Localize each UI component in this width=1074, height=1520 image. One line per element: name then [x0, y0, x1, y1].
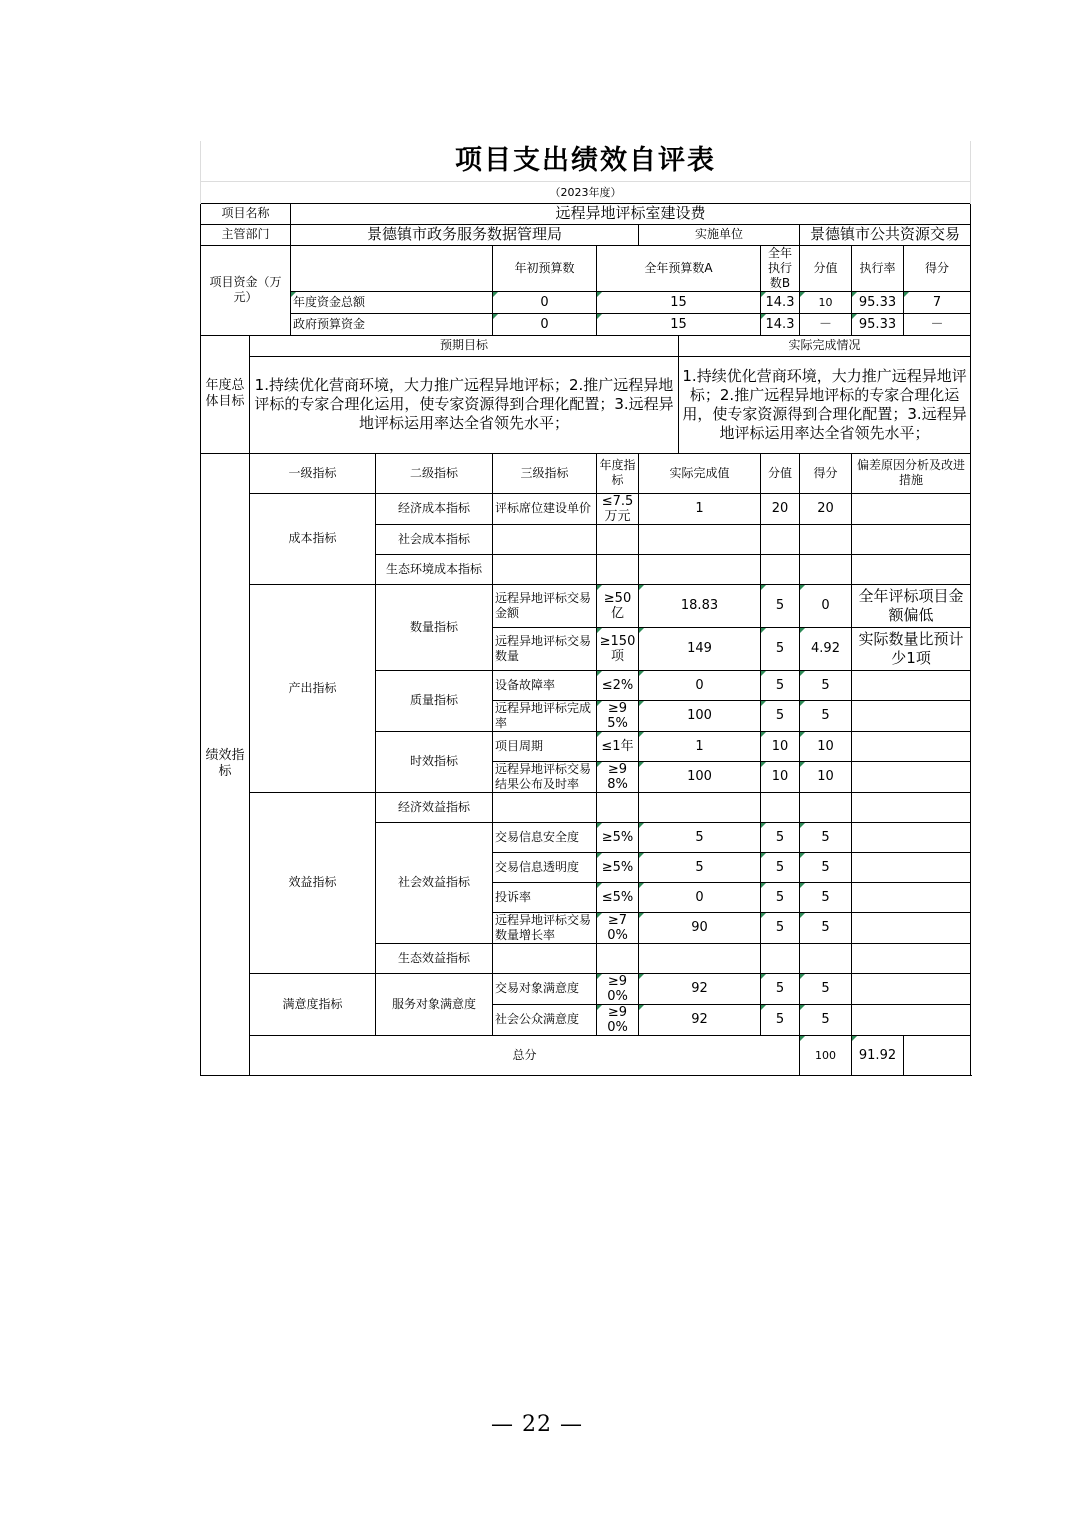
indicator-actual: 0 [639, 670, 761, 700]
empty-cell [493, 943, 597, 973]
indicator-weight: 5 [761, 852, 800, 882]
indicator-reason [852, 912, 971, 943]
indicator-actual: 90 [639, 912, 761, 943]
page-title: 项目支出绩效自评表 [201, 141, 971, 181]
indicator-target: ≤2% [597, 670, 639, 700]
indicator-weight: 5 [761, 882, 800, 912]
indicator-name: 设备故障率 [493, 670, 597, 700]
empty-cell [800, 524, 852, 554]
empty-cell [852, 554, 971, 584]
indicator-reason [852, 761, 971, 792]
group-satisfaction: 满意度指标 [250, 973, 376, 1035]
indicator-score: 4.92 [800, 627, 852, 670]
indicators-header-l2: 二级指标 [376, 453, 493, 493]
indicator-score: 5 [800, 973, 852, 1004]
indicator-reason [852, 731, 971, 761]
sub-social-cost: 社会成本指标 [376, 524, 493, 554]
indicator-name: 投诉率 [493, 882, 597, 912]
group-cost: 成本指标 [250, 493, 376, 584]
indicators-header-l3: 三级指标 [493, 453, 597, 493]
expected-goals-label: 预期目标 [250, 335, 679, 356]
indicator-actual: 92 [639, 1004, 761, 1035]
annual-goals-label: 年度总体目标 [201, 335, 250, 453]
indicator-target: ≥150项 [597, 627, 639, 670]
indicator-target: ≥50亿 [597, 584, 639, 627]
indicator-weight: 5 [761, 670, 800, 700]
indicator-target: ≥5% [597, 852, 639, 882]
empty-cell [800, 792, 852, 822]
indicator-name: 交易信息透明度 [493, 852, 597, 882]
sub-eco-cost: 生态环境成本指标 [376, 554, 493, 584]
funds-label: 项目资金（万元） [201, 245, 291, 335]
dept-name: 景德镇市政务服务数据管理局 [291, 224, 639, 245]
indicator-name: 交易信息安全度 [493, 822, 597, 852]
indicator-actual: 0 [639, 882, 761, 912]
empty-cell [639, 554, 761, 584]
funds-header-executed: 全年执行数B [761, 245, 800, 291]
indicator-weight: 5 [761, 700, 800, 731]
sub-economic-benefit: 经济效益指标 [376, 792, 493, 822]
evaluation-table [200, 141, 971, 1076]
indicator-score: 0 [800, 584, 852, 627]
total-weight: 100 [800, 1035, 852, 1075]
indicator-actual: 18.83 [639, 584, 761, 627]
total-reason [904, 1035, 971, 1075]
indicator-name: 项目周期 [493, 731, 597, 761]
indicator-reason [852, 882, 971, 912]
empty-cell [800, 943, 852, 973]
funds-row-executed: 14.3 [761, 313, 800, 335]
indicator-name: 社会公众满意度 [493, 1004, 597, 1035]
indicator-actual: 5 [639, 822, 761, 852]
total-score: 91.92 [852, 1035, 904, 1075]
funds-row-initial: 0 [493, 313, 597, 335]
indicator-score: 10 [800, 731, 852, 761]
indicator-target: ≤7.5万元 [597, 493, 639, 524]
indicator-weight: 10 [761, 731, 800, 761]
unit-label: 实施单位 [639, 224, 800, 245]
funds-row-score: － [904, 313, 971, 335]
indicator-weight: 20 [761, 493, 800, 524]
sub-social-benefit: 社会效益指标 [376, 822, 493, 943]
empty-cell [852, 792, 971, 822]
group-output: 产出指标 [250, 584, 376, 792]
indicator-reason [852, 493, 971, 524]
indicator-actual: 5 [639, 852, 761, 882]
unit-name: 景德镇市公共资源交易 [800, 224, 971, 245]
funds-header-initial: 年初预算数 [493, 245, 597, 291]
funds-header-score-value: 分值 [800, 245, 852, 291]
indicator-name: 远程异地评标交易结果公布及时率 [493, 761, 597, 792]
report-year: （2023年度） [201, 181, 971, 203]
indicators-label: 绩效指标 [201, 453, 250, 1075]
indicator-reason [852, 670, 971, 700]
empty-cell [597, 524, 639, 554]
indicator-score: 5 [800, 882, 852, 912]
indicator-target: ≥95% [597, 700, 639, 731]
indicator-weight: 5 [761, 627, 800, 670]
project-name-label: 项目名称 [201, 203, 291, 224]
indicator-name: 远程异地评标交易数量 [493, 627, 597, 670]
empty-cell [761, 792, 800, 822]
funds-header-blank [291, 245, 493, 291]
indicator-score: 5 [800, 822, 852, 852]
funds-header-score: 得分 [904, 245, 971, 291]
funds-row-initial: 0 [493, 291, 597, 313]
funds-header-rate: 执行率 [852, 245, 904, 291]
funds-row-name: 政府预算资金 [291, 313, 493, 335]
indicator-target: ≤5% [597, 882, 639, 912]
sub-quantity: 数量指标 [376, 584, 493, 670]
actual-completion-label: 实际完成情况 [679, 335, 971, 356]
indicator-name: 远程异地评标完成率 [493, 700, 597, 731]
funds-row-executed: 14.3 [761, 291, 800, 313]
performance-self-evaluation-sheet [200, 141, 967, 1076]
indicators-header-l1: 一级指标 [250, 453, 376, 493]
funds-row-name: 年度资金总额 [291, 291, 493, 313]
indicator-reason [852, 852, 971, 882]
indicator-actual: 149 [639, 627, 761, 670]
project-name: 远程异地评标室建设费 [291, 203, 971, 224]
page-number: — 22 — [491, 1412, 583, 1437]
empty-cell [761, 554, 800, 584]
indicator-weight: 5 [761, 912, 800, 943]
group-benefit: 效益指标 [250, 792, 376, 973]
sub-timeliness: 时效指标 [376, 731, 493, 792]
indicator-score: 10 [800, 761, 852, 792]
indicator-reason [852, 973, 971, 1004]
empty-cell [493, 792, 597, 822]
funds-row-rate: 95.33 [852, 313, 904, 335]
empty-cell [493, 554, 597, 584]
empty-cell [597, 792, 639, 822]
indicator-weight: 5 [761, 1004, 800, 1035]
sub-eco-benefit: 生态效益指标 [376, 943, 493, 973]
funds-row-score-value: 10 [800, 291, 852, 313]
actual-completion-text: 1.持续优化营商环境，大力推广远程异地评标；2.推广远程异地评标的专家合理化运用，使专家资源得到合理化配置；3.远程异地评标运用率达全省领先水平； [679, 356, 971, 453]
indicator-weight: 5 [761, 584, 800, 627]
funds-row-rate: 95.33 [852, 291, 904, 313]
indicator-actual: 92 [639, 973, 761, 1004]
indicator-reason [852, 700, 971, 731]
total-label: 总分 [250, 1035, 800, 1075]
indicator-reason [852, 822, 971, 852]
indicator-weight: 5 [761, 822, 800, 852]
sub-quality: 质量指标 [376, 670, 493, 731]
empty-cell [761, 524, 800, 554]
indicator-target: ≥5% [597, 822, 639, 852]
indicator-weight: 10 [761, 761, 800, 792]
indicator-reason: 实际数量比预计少1项 [852, 627, 971, 670]
indicators-header-reason: 偏差原因分析及改进措施 [852, 453, 971, 493]
indicator-score: 5 [800, 852, 852, 882]
indicator-target: ≥90% [597, 1004, 639, 1035]
indicator-name: 远程异地评标交易金额 [493, 584, 597, 627]
indicator-target: ≥70% [597, 912, 639, 943]
indicator-score: 5 [800, 670, 852, 700]
indicator-target: ≤1年 [597, 731, 639, 761]
indicators-header-actual: 实际完成值 [639, 453, 761, 493]
indicator-weight: 5 [761, 973, 800, 1004]
empty-cell [852, 524, 971, 554]
indicator-target: ≥90% [597, 973, 639, 1004]
dept-label: 主管部门 [201, 224, 291, 245]
indicators-header-weight: 分值 [761, 453, 800, 493]
indicator-reason [852, 1004, 971, 1035]
empty-cell [639, 524, 761, 554]
empty-cell [852, 943, 971, 973]
empty-cell [493, 524, 597, 554]
indicator-name: 评标席位建设单价 [493, 493, 597, 524]
funds-row-full: 15 [597, 291, 761, 313]
indicator-name: 远程异地评标交易数量增长率 [493, 912, 597, 943]
funds-header-full: 全年预算数A [597, 245, 761, 291]
empty-cell [639, 943, 761, 973]
indicator-actual: 1 [639, 493, 761, 524]
indicator-score: 5 [800, 1004, 852, 1035]
indicator-actual: 1 [639, 731, 761, 761]
indicator-actual: 100 [639, 761, 761, 792]
empty-cell [761, 943, 800, 973]
indicator-actual: 100 [639, 700, 761, 731]
sub-economic-cost: 经济成本指标 [376, 493, 493, 524]
funds-row-full: 15 [597, 313, 761, 335]
indicator-reason: 全年评标项目金额偏低 [852, 584, 971, 627]
indicator-score: 5 [800, 912, 852, 943]
funds-row-score: 7 [904, 291, 971, 313]
empty-cell [639, 792, 761, 822]
sub-service-target: 服务对象满意度 [376, 973, 493, 1035]
indicator-target: ≥98% [597, 761, 639, 792]
empty-cell [597, 943, 639, 973]
empty-cell [597, 554, 639, 584]
indicator-score: 5 [800, 700, 852, 731]
expected-goals-text: 1.持续优化营商环境，大力推广远程异地评标；2.推广远程异地评标的专家合理化运用，使专家资源得到合理化配置；3.远程异地评标运用率达全省领先水平； [250, 356, 679, 453]
indicators-header-target: 年度指标 [597, 453, 639, 493]
indicator-score: 20 [800, 493, 852, 524]
funds-row-score-value: － [800, 313, 852, 335]
indicators-header-score: 得分 [800, 453, 852, 493]
empty-cell [800, 554, 852, 584]
indicator-name: 交易对象满意度 [493, 973, 597, 1004]
